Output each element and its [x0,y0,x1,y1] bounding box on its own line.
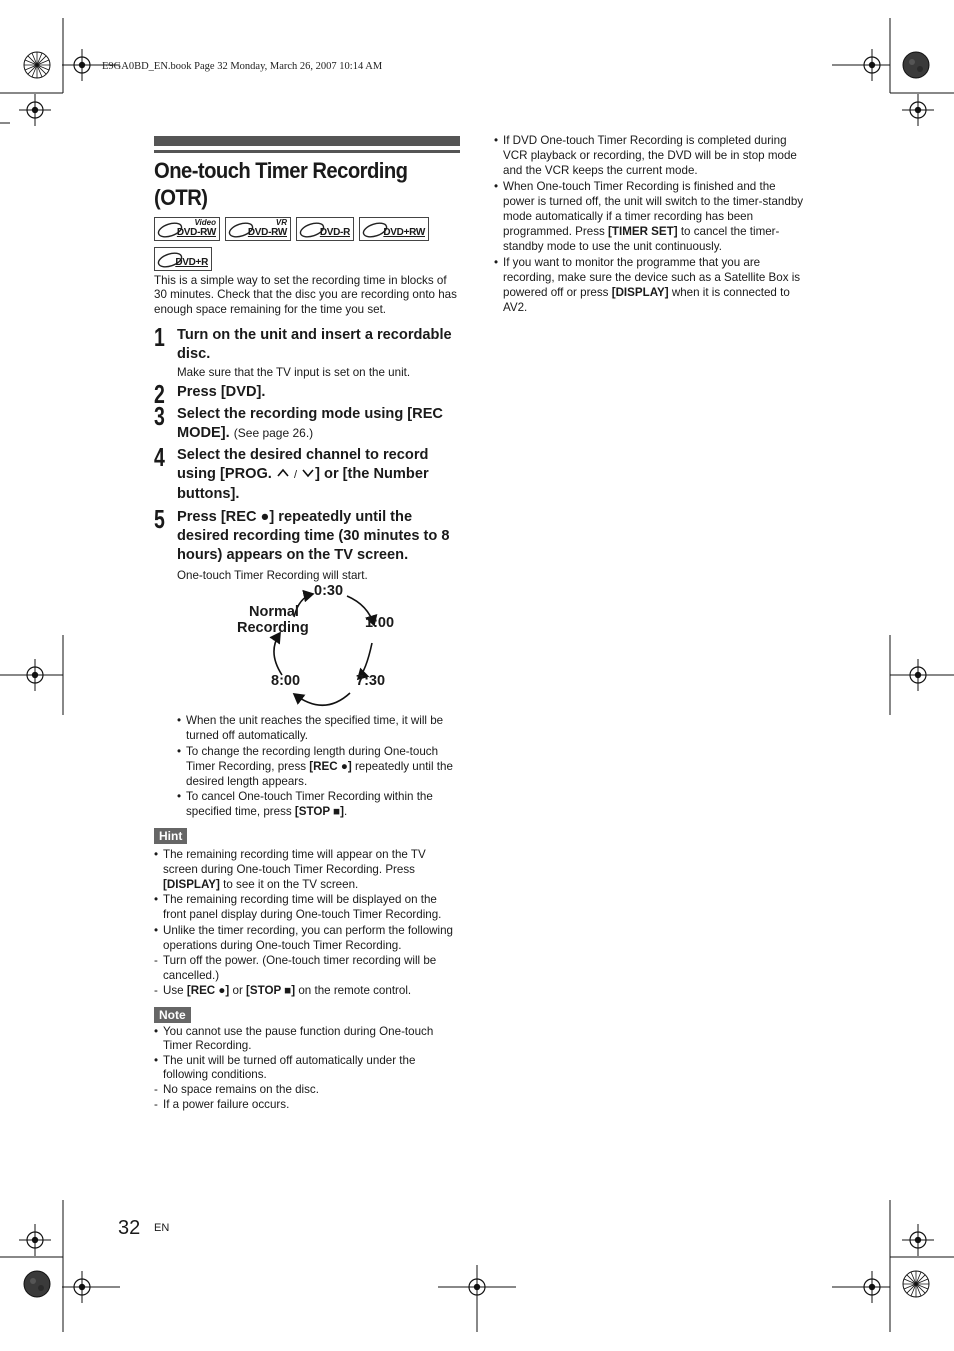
step-subtext: One-touch Timer Recording will start. [177,569,368,583]
note-sublist [154,1083,460,1112]
note-label: Note [154,1007,191,1023]
key-label: [STOP ■] [246,984,296,998]
list-item [494,255,804,316]
list-text: or [229,984,247,998]
list-text: To cancel One-touch Timer Recording within the specified time, press [186,790,433,819]
step-3 [154,401,460,443]
hint-label: Hint [154,828,187,844]
title-bar [154,136,460,146]
disc-icons [154,217,460,277]
page-title: One-touch Timer Recording (OTR) [154,158,408,210]
list-text: To change the recording length during One-touch Timer Recording, press [186,744,439,773]
page-number: 32 [118,1217,141,1239]
print-header: E9GA0BD_EN.book Page 32 Monday, March 26, 2007 10:14 AM [102,61,383,72]
step-text [177,405,460,443]
list-text: If you want to monitor the programme that you are recording, make sure the device such as a Satellite Box is powered off or press [503,255,801,300]
step-number: 3 [154,401,165,432]
disc-dvd-rw-video-icon [154,217,220,241]
list-text: to cancel the timer-standby mode to use the unit continuously. [503,225,780,254]
disc-sup-label: VR [275,218,287,227]
step-text: Press [REC ●] repeatedly until the desired recording time (30 minutes to 8 hours) appears on the TV screen. [177,509,450,564]
time-7-30: 7:30 [356,673,386,690]
key-label: [TIMER SET] [608,225,678,239]
title-rule [154,150,460,153]
step-text-b: ] or [the Number buttons]. [177,466,429,503]
intro-text: This is a simple way to set the recording time in blocks of 30 minutes. Check that the disc you are recording onto has enough space remaining for the time you set. [154,274,457,316]
list-item [154,983,460,998]
disc-label: DVD+RW [383,227,425,238]
list-text: repeatedly until the desired length appears. [186,759,453,789]
normal-label-2: Recording [237,620,309,637]
chevron-down-icon [301,467,315,479]
disc-dvd-rw-vr-icon [225,217,291,241]
step-5 [154,504,460,583]
step-subtext: Make sure that the TV input is set on the unit. [177,366,411,380]
key-label: [REC ●] [309,759,352,773]
step-text [177,446,460,504]
key-label: [STOP ■] [294,805,344,819]
list-text: The remaining recording time will appear on the TV screen during One-touch Timer Recording. Press [163,847,426,876]
list-item: • The unit will be turned off automatically under the following conditions. [154,1054,460,1083]
step-text: Turn on the unit and insert a recordable disc. [177,327,452,363]
disc-label: DVD-RW [176,227,216,238]
list-item: - No space remains on the disc. [154,1083,460,1098]
hint-list [154,847,460,953]
step-2 [154,379,460,410]
language-code: EN [154,1222,170,1234]
cycle-arrows [154,587,460,712]
key-label: [DISPLAY] [163,878,220,892]
list-item: - If a power failure occurs. [154,1098,460,1113]
disc-dvd-r-icon [296,217,354,241]
list-item [154,847,460,893]
list-item [177,744,460,790]
slash: / [293,469,298,482]
hint-sublist [154,953,460,999]
step-number: 2 [154,379,165,410]
step-4 [154,442,460,504]
key-label: [DISPLAY] [611,286,669,300]
step-text: Press [DVD]. [177,384,266,401]
disc-label: DVD-RW [247,227,287,238]
disc-sup-label: Video [194,218,216,227]
step-bullets [177,713,460,819]
step-text-main: Select the recording mode using [REC MODE]. [177,406,443,442]
list-item: - Turn off the power. (One-touch timer recording will be cancelled.) [154,953,460,983]
step-text-a: Select the desired channel to record using [PROG. [177,447,429,483]
list-item [494,179,804,255]
right-notes [494,133,804,315]
list-item [177,789,460,819]
list-text: Use [163,984,187,998]
list-text: When One-touch Timer Recording is finished and the power is turned off, the unit will switch to the timer-standby mode automatically if a timer recording has been programmed. Press [503,179,804,239]
list-item: • When the unit reaches the specified time, it will be turned off automatically. [177,713,460,743]
right-column [494,133,804,315]
list-text: . [344,805,348,819]
step-number: 4 [154,442,165,473]
key-label: [REC ●] [186,984,230,998]
left-column [154,135,460,1112]
list-item: • You cannot use the pause function during One-touch Timer Recording. [154,1025,460,1054]
list-item: • The remaining recording time will be displayed on the front panel display during One-touch Timer Recording. [154,892,460,922]
note-list [154,1025,460,1083]
disc-dvd-plus-rw-icon [359,217,429,241]
list-text: when it is connected to AV2. [503,286,790,315]
normal-label-1: Normal [249,604,299,621]
step-number: 1 [154,322,165,353]
list-text: on the remote control. [295,984,412,998]
disc-label: DVD-R [319,227,350,238]
hint-section [154,827,460,999]
time-8-00: 8:00 [271,673,301,690]
list-item: • If DVD One-touch Timer Recording is completed during VCR playback or recording, the DVD will be in stop mode and the VCR keeps the current mode. [494,133,804,179]
step-1 [154,322,460,380]
list-text: to see it on the TV screen. [219,878,359,892]
disc-dvd-plus-r-icon [154,247,212,271]
chevron-up-icon [276,467,290,479]
list-item: • Unlike the timer recording, you can perform the following operations during One-touch Timer Recording. [154,923,460,953]
time-1-00: 1:00 [365,615,395,632]
recording-time-cycle-diagram [154,583,460,712]
note-section [154,1006,460,1113]
step-page-ref: (See page 26.) [233,426,314,441]
step-number: 5 [154,504,165,535]
disc-label: DVD+R [175,257,208,268]
time-0-30: 0:30 [314,583,344,600]
